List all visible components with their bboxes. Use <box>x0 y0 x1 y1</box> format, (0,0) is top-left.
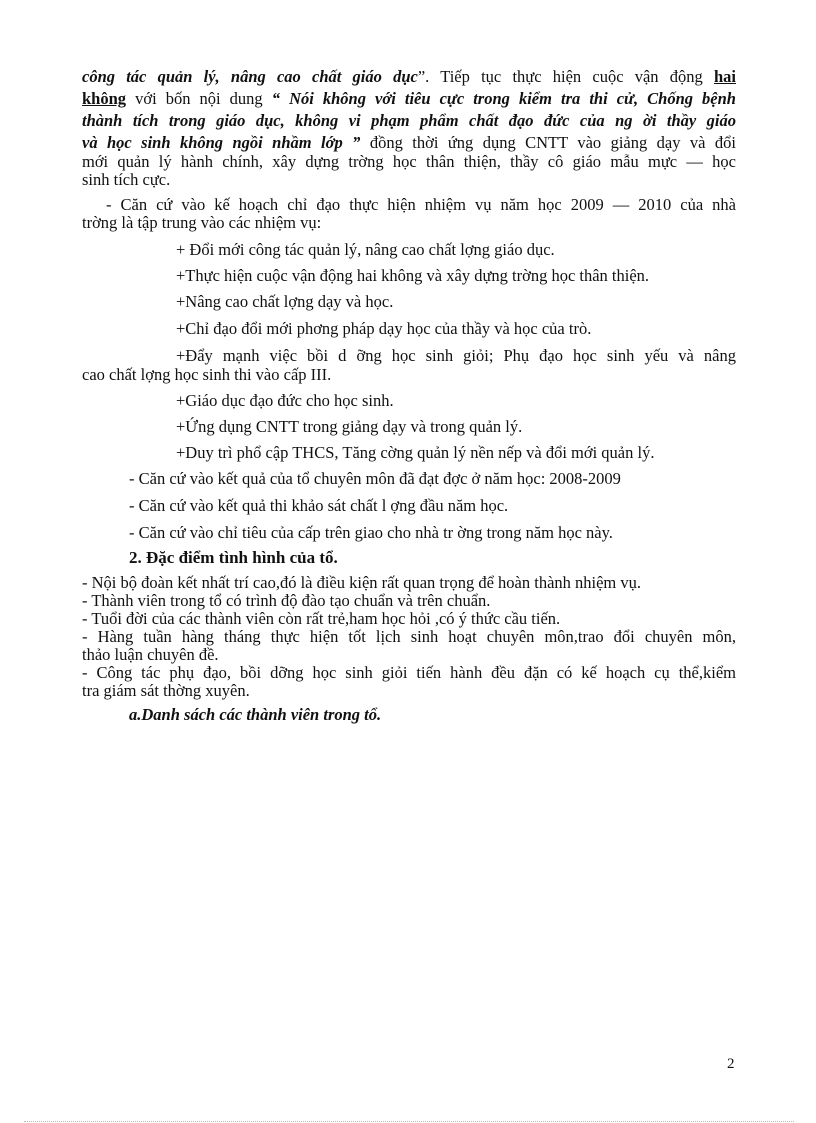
paragraph-1-line-3: thành tích trong giáo dục, không vi phạm phẩm chất đạo đức của ng ời thầy giáo <box>82 111 736 130</box>
characteristic-item: - Công tác phụ đạo, bồi dỡng học sinh giỏi tiến hành đều đặn có kế hoạch cụ thể,kiểm <box>82 663 736 682</box>
characteristic-item-continuation: tra giám sát thờng xuyên. <box>82 681 250 700</box>
emphasis-underlined-text: không <box>82 89 127 108</box>
body-text: đồng thời ứng dụng CNTT vào giảng dạy và đổi <box>360 133 736 152</box>
subsection-heading: a.Danh sách các thành viên trong tổ. <box>129 705 382 724</box>
characteristic-item: - Tuổi đời của các thành viên còn rất trẻ,ham học hỏi ,có ý thức cầu tiến. <box>82 609 561 628</box>
characteristic-item: - Hàng tuần hàng tháng thực hiện tốt lịch sinh hoạt chuyên môn,trao đổi chuyên môn, <box>82 627 736 646</box>
section-heading: 2. Đặc điểm tình hình của tổ. <box>129 548 338 567</box>
basis-item: - Căn cứ vào kết quả thi khảo sát chất l ợng đầu năm học. <box>129 496 509 515</box>
task-item-continuation: cao chất lợng học sinh thi vào cấp III. <box>82 365 332 384</box>
characteristic-item-continuation: thảo luận chuyên đề. <box>82 645 219 664</box>
emphasis-text: công tác quản lý, nâng cao chất giáo dục <box>82 67 418 86</box>
task-item: +Thực hiện cuộc vận động hai không và xây dựng trờng học thân thiện. <box>176 266 650 285</box>
paragraph-1-line-5: mới quản lý hành chính, xây dựng trờng học thân thiện, thầy cô giáo mẫu mực — học <box>82 152 736 171</box>
paragraph-1-line-6: sinh tích cực. <box>82 170 171 189</box>
characteristic-item: - Thành viên trong tổ có trình độ đào tạo chuẩn và trên chuẩn. <box>82 591 491 610</box>
paragraph-2-line-1: - Căn cứ vào kế hoạch chỉ đạo thực hiện nhiệm vụ năm học 2009 — 2010 của nhà <box>106 195 736 214</box>
task-item: + Đổi mới công tác quản lý, nâng cao chất lợng giáo dục. <box>176 240 555 259</box>
basis-item: - Căn cứ vào chỉ tiêu của cấp trên giao cho nhà tr ờng trong năm học này. <box>129 523 613 542</box>
paragraph-2-line-2: trờng là tập trung vào các nhiệm vụ: <box>82 213 322 232</box>
characteristic-item: - Nội bộ đoàn kết nhất trí cao,đó là điều kiện rất quan trọng để hoàn thành nhiệm vụ. <box>82 573 642 592</box>
task-item: +Duy trì phổ cập THCS, Tăng cờng quản lý nền nếp và đổi mới quản lý. <box>176 443 655 462</box>
basis-item: - Căn cứ vào kết quả của tổ chuyên môn đã đạt đợc ở năm học: 2008-2009 <box>129 469 621 488</box>
emphasis-text: “ Nói không với tiêu cực trong kiểm tra thi cử, Chống bệnh <box>271 89 736 108</box>
paragraph-1-line-2 <box>82 90 736 108</box>
page-bottom-divider <box>24 1121 794 1122</box>
task-item: +Giáo dục đạo đức cho học sinh. <box>176 391 394 410</box>
task-item: +Ứng dụng CNTT trong giảng dạy và trong quản lý. <box>176 417 523 436</box>
page-number: 2 <box>727 1056 735 1072</box>
task-item: +Chỉ đạo đổi mới phơng pháp dạy học của thầy và học của trò. <box>176 319 592 338</box>
body-text: với bốn nội dung <box>126 89 272 108</box>
emphasis-underlined-text: hai <box>713 67 736 86</box>
task-item: +Đẩy mạnh việc bồi d ỡng học sinh giỏi; Phụ đạo học sinh yếu và nâng <box>176 346 736 365</box>
paragraph-1-line-4 <box>82 134 736 152</box>
emphasis-text: và học sinh không ngồi nhầm lớp ” <box>82 133 361 152</box>
task-item: +Nâng cao chất lợng dạy và học. <box>176 292 394 311</box>
body-text: ”. Tiếp tục thực hiện cuộc vận động <box>417 67 714 86</box>
paragraph-1-line-1 <box>82 68 736 86</box>
